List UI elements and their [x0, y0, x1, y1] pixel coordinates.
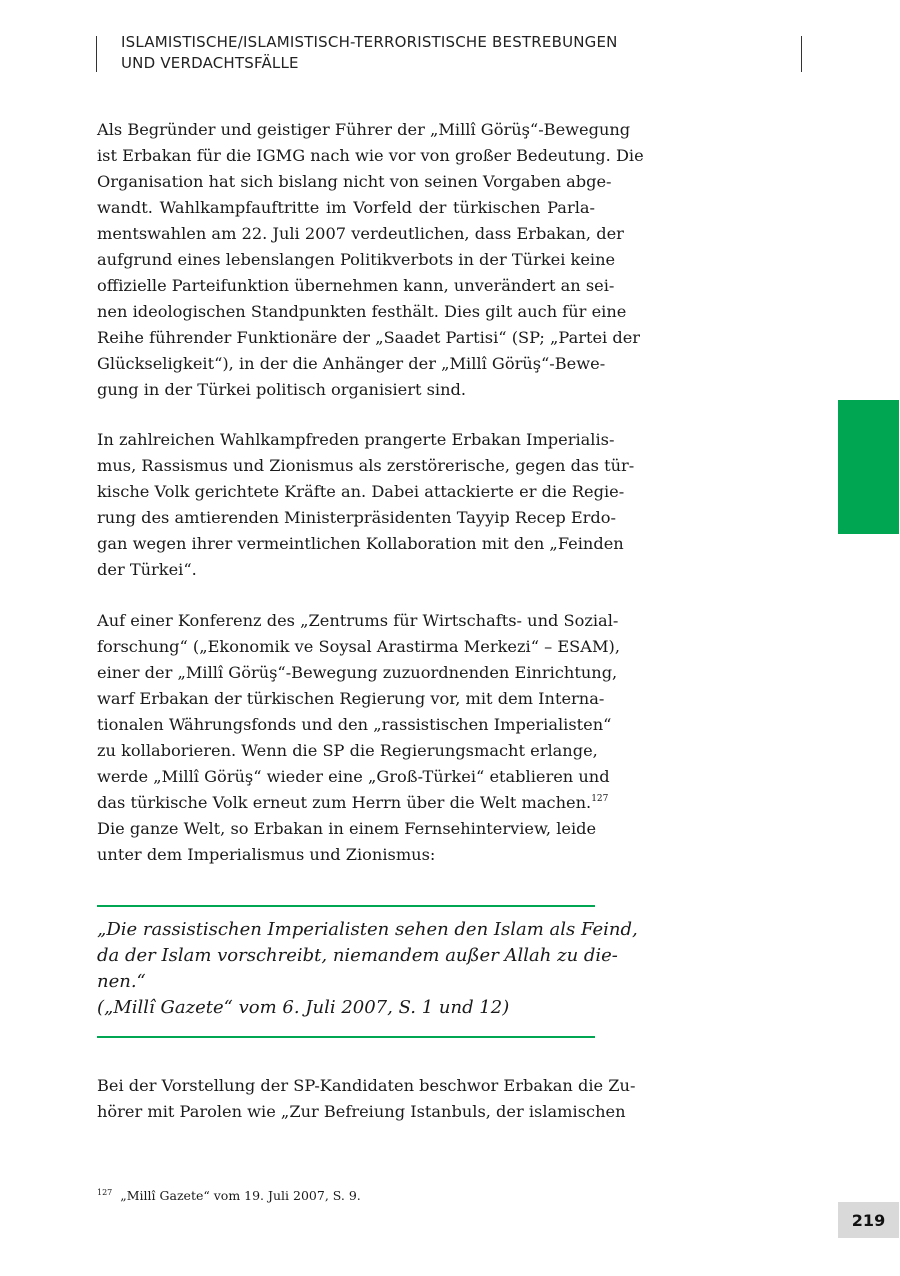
running-header-line-2: UND VERDACHTSFÄLLE: [121, 54, 299, 72]
page-number-box: [838, 1202, 899, 1238]
footnote-number: 127: [97, 1188, 113, 1197]
paragraph-line: Bei der Vorstellung der SP-Kandidaten beschwor Erbakan die Zu-: [97, 1076, 636, 1095]
paragraph-line-with-footnote: [97, 790, 609, 816]
paragraph-line: hörer mit Parolen wie „Zur Befreiung Istanbuls, der islamischen: [97, 1102, 626, 1121]
running-header: [121, 32, 721, 74]
paragraph-line: offizielle Parteifunktion übernehmen kann, unverändert an sei-: [97, 276, 615, 295]
paragraph-line: unter dem Imperialismus und Zionismus:: [97, 845, 436, 864]
paragraph-line: werde „Millî Görüş“ wieder eine „Groß-Türkei“ etablieren und: [97, 767, 610, 786]
paragraph-line: wandt. Wahlkampfauftritte im Vorfeld der türkischen Parla-: [97, 198, 595, 217]
paragraph-line: Die ganze Welt, so Erbakan in einem Fernsehinterview, leide: [97, 819, 597, 838]
quote-source: („Millî Gazete“ vom 6. Juli 2007, S. 1 und 12): [97, 997, 510, 1018]
paragraph-line: tionalen Währungsfonds und den „rassistischen Imperialisten“: [97, 715, 612, 734]
paragraph-line: der Türkei“.: [97, 560, 197, 579]
quote-line: nen.“: [97, 971, 146, 992]
chapter-side-tab: [838, 400, 899, 534]
paragraph-line: kische Volk gerichtete Kräfte an. Dabei attackierte er die Regie-: [97, 482, 625, 501]
paragraph-line: mus, Rassismus und Zionismus als zerstörerische, gegen das tür-: [97, 456, 635, 475]
header-rule-right: [801, 36, 802, 72]
paragraph-line: Als Begründer und geistiger Führer der „Millî Görüş“-Bewegung: [97, 120, 631, 139]
page-number: 219: [851, 1210, 886, 1230]
running-header-line-1: ISLAMISTISCHE/ISLAMISTISCH-TERRORISTISCHE BESTREBUNGEN: [121, 33, 618, 51]
footnote-text: „Millî Gazete“ vom 19. Juli 2007, S. 9.: [120, 1188, 361, 1203]
quote-rule-bottom: [97, 1036, 595, 1038]
paragraph-line: ist Erbakan für die IGMG nach wie vor von großer Bedeutung. Die: [97, 146, 644, 165]
quote-line: „Die rassistischen Imperialisten sehen den Islam als Feind,: [97, 919, 638, 940]
quote-rule-top: [97, 905, 595, 907]
paragraph-3: [97, 608, 620, 868]
paragraph-4: [97, 1073, 636, 1125]
paragraph-line: Reihe führender Funktionäre der „Saadet Partisi“ (SP; „Partei der: [97, 328, 641, 347]
paragraph-line: Glückseligkeit“), in der die Anhänger der „Millî Görüş“-Bewe-: [97, 354, 606, 373]
paragraph-line: rung des amtierenden Ministerpräsidenten Tayyip Recep Erdo-: [97, 508, 616, 527]
paragraph-line: aufgrund eines lebenslangen Politikverbots in der Türkei keine: [97, 250, 616, 269]
header-rule-left: [96, 36, 97, 72]
paragraph-line-text: das türkische Volk erneut zum Herrn über die Welt machen.: [97, 793, 592, 812]
paragraph-line: einer der „Millî Görüş“-Bewegung zuzuordnenden Einrichtung,: [97, 663, 618, 682]
paragraph-2: [97, 427, 635, 583]
paragraph-line: warf Erbakan der türkischen Regierung vor, mit dem Interna-: [97, 689, 605, 708]
paragraph-line: nen ideologischen Standpunkten festhält. Dies gilt auch für eine: [97, 302, 627, 321]
paragraph-line: gung in der Türkei politisch organisiert sind.: [97, 380, 467, 399]
block-quote: [97, 917, 638, 1021]
paragraph-line: Auf einer Konferenz des „Zentrums für Wirtschafts- und Sozial-: [97, 611, 619, 630]
paragraph-line: gan wegen ihrer vermeintlichen Kollaboration mit den „Feinden: [97, 534, 624, 553]
paragraph-line: mentswahlen am 22. Juli 2007 verdeutlichen, dass Erbakan, der: [97, 224, 624, 243]
quote-line: da der Islam vorschreibt, niemandem außer Allah zu die-: [97, 945, 618, 966]
paragraph-line: forschung“ („Ekonomik ve Soysal Arastirma Merkezi“ – ESAM),: [97, 637, 620, 656]
paragraph-line: In zahlreichen Wahlkampfreden prangerte Erbakan Imperialis-: [97, 430, 615, 449]
paragraph-line: Organisation hat sich bislang nicht von seinen Vorgaben abge-: [97, 172, 612, 191]
footnote: [97, 1184, 361, 1205]
paragraph-1: [97, 117, 644, 403]
footnote-reference[interactable]: 127: [591, 794, 609, 804]
paragraph-line: zu kollaborieren. Wenn die SP die Regierungsmacht erlange,: [97, 741, 598, 760]
